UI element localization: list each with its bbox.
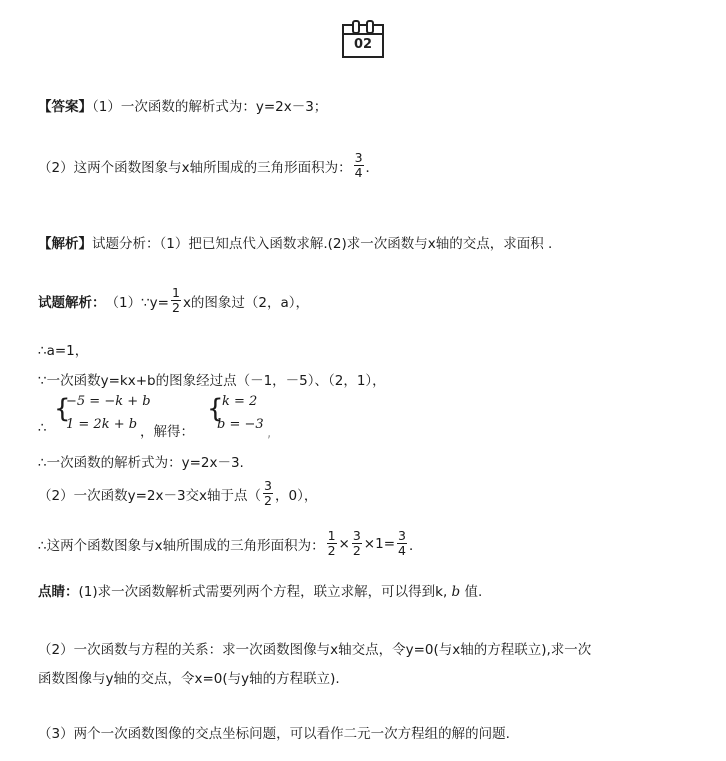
answer-line-1 — [38, 95, 327, 115]
solution-text-1a: （1）∵y= — [105, 294, 169, 311]
solution-line-1 — [38, 287, 309, 314]
left-brace-system-1: { — [54, 394, 71, 424]
solution-line-7 — [38, 530, 422, 557]
solution-line-2: ∴a=1， — [38, 343, 89, 359]
fraction-denominator: 4 — [354, 164, 363, 180]
therefore-symbol: ∴ — [38, 420, 47, 436]
system-2-comma: , — [267, 425, 272, 441]
area-fraction-1 — [327, 530, 337, 557]
answer-text-2-end: ． — [365, 159, 380, 176]
comment-text-1-end: 值. — [464, 584, 483, 600]
area-fraction-result — [397, 530, 407, 557]
solution-text-6b: ，0）， — [275, 487, 318, 504]
fraction-numerator: 3 — [352, 528, 361, 543]
solution-text-7a: ∴这两个函数图象与x轴所围成的三角形面积为： — [38, 537, 325, 554]
system-1-equation-2: 1 = 2k + b — [66, 417, 138, 432]
system-2-equation-1: k = 2 — [222, 394, 258, 409]
area-fraction-2 — [352, 530, 362, 557]
comment-text-1: (1)求一次函数解析式需要列两个方程，联立求解，可以得到k, — [78, 584, 448, 600]
badge-number: 02 — [353, 37, 373, 52]
fraction-numerator: 3 — [264, 478, 272, 493]
system-1-equation-1: −5 = −k + b — [66, 394, 151, 409]
analysis-label: 【解析】 — [38, 236, 92, 252]
three-halves-fraction — [263, 480, 273, 507]
analysis-line — [38, 232, 552, 252]
half-fraction — [171, 287, 181, 314]
comment-line-1 — [38, 580, 482, 600]
b-variable: b — [451, 584, 461, 600]
badge-bar — [344, 33, 382, 35]
fraction-denominator: 2 — [352, 542, 361, 558]
fraction-denominator: 2 — [171, 299, 180, 315]
solution-text-6a: （2）一次函数y=2x－3交x轴于点（ — [38, 487, 262, 504]
fraction-denominator: 2 — [264, 492, 272, 508]
answer-label: 【答案】 — [38, 99, 92, 115]
solution-label: 试题解析： — [38, 294, 106, 311]
comment-para-3: （3）两个一次函数图像的交点坐标问题，可以看作二元一次方程组的解的问题. — [38, 726, 510, 742]
solve-label: ，解得： — [140, 424, 194, 440]
solution-text-7-end: ． — [408, 537, 423, 554]
solution-text-1b: x的图象过（2，a）， — [182, 294, 310, 311]
solution-line-6 — [38, 480, 317, 507]
fraction-numerator: 1 — [171, 285, 180, 300]
times-one-equals: ×1= — [363, 535, 396, 552]
answer-text-1: （1）一次函数的解析式为：y=2x－3； — [92, 99, 328, 115]
badge-ring-left — [352, 20, 360, 34]
comment-para-2-line-2: 函数图像与y轴的交点，令x=0(与y轴的方程联立). — [38, 671, 340, 687]
answer-text-2: （2）这两个函数图象与x轴所围成的三角形面积为： — [38, 159, 352, 176]
badge-ring-right — [366, 20, 374, 34]
system-2-equation-2: b = −3 — [217, 417, 264, 432]
fraction-numerator: 3 — [398, 528, 406, 543]
answer-area-fraction — [354, 152, 364, 179]
left-brace-system-2: { — [207, 394, 224, 424]
times-sign: × — [338, 535, 350, 552]
solution-line-3: ∵一次函数y=kx+b的图象经过点（－1，－5）、（2，1）， — [38, 373, 386, 389]
fraction-numerator: 1 — [327, 528, 336, 543]
comment-para-2-line-1: （2）一次函数与方程的关系：求一次函数图像与x轴交点，令y=0(与x轴的方程联立),求一次 — [38, 642, 592, 658]
fraction-denominator: 4 — [398, 542, 406, 558]
section-number-badge — [342, 24, 384, 58]
comment-label: 点睛： — [38, 584, 79, 600]
fraction-numerator: 3 — [354, 150, 363, 165]
fraction-denominator: 2 — [327, 542, 336, 558]
analysis-text: 试题分析：（1）把已知点代入函数求解.(2)求一次函数与x轴的交点，求面积 . — [92, 236, 553, 252]
solution-line-5: ∴一次函数的解析式为：y=2x－3. — [38, 455, 244, 471]
answer-line-2 — [38, 152, 379, 179]
